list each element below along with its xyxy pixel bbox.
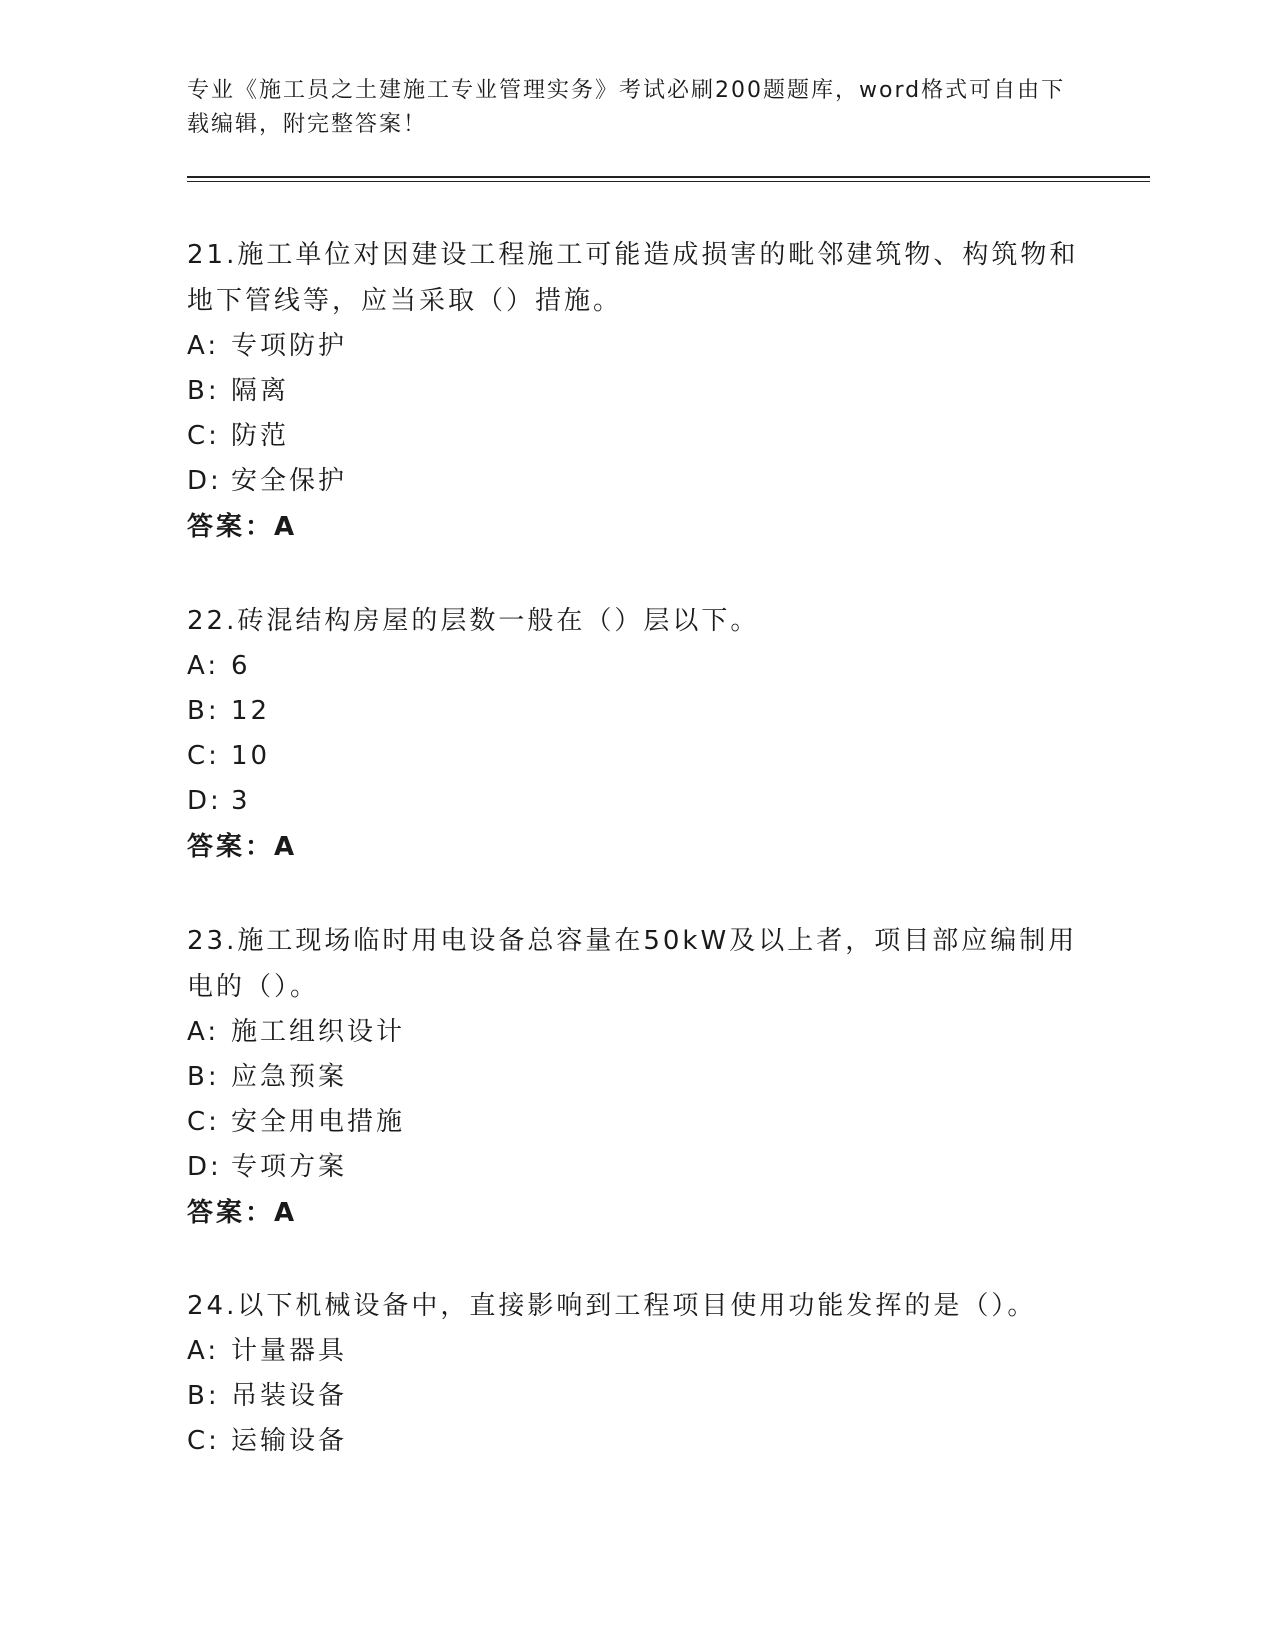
question-21 bbox=[187, 232, 1087, 550]
option-text: 运输设备 bbox=[231, 1426, 348, 1456]
option-key: A: bbox=[187, 1017, 220, 1047]
option-text: 防范 bbox=[231, 421, 290, 451]
question-24 bbox=[187, 1283, 1087, 1464]
option-c bbox=[187, 1100, 1087, 1145]
question-22 bbox=[187, 598, 1087, 870]
option-text: 10 bbox=[231, 741, 271, 771]
option-b bbox=[187, 1055, 1087, 1100]
document-header: 专业《施工员之土建施工专业管理实务》考试必刷200题题库，word格式可自由下载编辑，附完整答案！ bbox=[187, 78, 1066, 137]
option-d bbox=[187, 459, 1087, 504]
option-a bbox=[187, 1329, 1087, 1374]
option-key: A: bbox=[187, 651, 220, 681]
option-c bbox=[187, 734, 1087, 779]
option-b bbox=[187, 689, 1087, 734]
option-b bbox=[187, 1374, 1087, 1419]
answer-line: 答案：A bbox=[187, 1198, 298, 1228]
option-key: D: bbox=[187, 786, 222, 816]
option-b bbox=[187, 369, 1087, 414]
question-text: 23.施工现场临时用电设备总容量在50kW及以上者，项目部应编制用电的（）。 bbox=[187, 926, 1078, 1002]
option-c bbox=[187, 414, 1087, 459]
option-text: 12 bbox=[231, 696, 271, 726]
option-key: C: bbox=[187, 1426, 220, 1456]
question-text: 24.以下机械设备中，直接影响到工程项目使用功能发挥的是（）。 bbox=[187, 1291, 1037, 1321]
option-key: C: bbox=[187, 1107, 220, 1137]
option-a bbox=[187, 644, 1087, 689]
option-text: 安全用电措施 bbox=[231, 1107, 406, 1137]
option-a bbox=[187, 1010, 1087, 1055]
option-text: 应急预案 bbox=[231, 1062, 348, 1092]
question-23 bbox=[187, 918, 1087, 1236]
option-a bbox=[187, 324, 1087, 369]
answer-line: 答案：A bbox=[187, 512, 298, 542]
option-text: 吊装设备 bbox=[231, 1381, 348, 1411]
option-key: B: bbox=[187, 1062, 220, 1092]
option-text: 安全保护 bbox=[231, 466, 348, 496]
option-text: 3 bbox=[231, 786, 251, 816]
option-key: D: bbox=[187, 1152, 222, 1182]
option-key: D: bbox=[187, 466, 222, 496]
option-text: 施工组织设计 bbox=[231, 1017, 406, 1047]
option-text: 专项方案 bbox=[231, 1152, 348, 1182]
option-key: A: bbox=[187, 331, 220, 361]
option-key: C: bbox=[187, 741, 220, 771]
question-text: 22.砖混结构房屋的层数一般在（）层以下。 bbox=[187, 606, 760, 636]
option-key: B: bbox=[187, 376, 220, 406]
answer-line: 答案：A bbox=[187, 832, 298, 862]
option-text: 6 bbox=[231, 651, 251, 681]
option-key: C: bbox=[187, 421, 220, 451]
option-text: 专项防护 bbox=[231, 331, 348, 361]
option-d bbox=[187, 1145, 1087, 1190]
header-divider-thin bbox=[187, 181, 1150, 182]
header-divider-thick bbox=[187, 176, 1150, 178]
option-key: B: bbox=[187, 696, 220, 726]
option-key: B: bbox=[187, 1381, 220, 1411]
option-c bbox=[187, 1419, 1087, 1464]
option-d bbox=[187, 779, 1087, 824]
question-text: 21.施工单位对因建设工程施工可能造成损害的毗邻建筑物、构筑物和地下管线等，应当采取（）措施。 bbox=[187, 240, 1079, 316]
option-text: 计量器具 bbox=[231, 1336, 348, 1366]
option-text: 隔离 bbox=[231, 376, 290, 406]
option-key: A: bbox=[187, 1336, 220, 1366]
